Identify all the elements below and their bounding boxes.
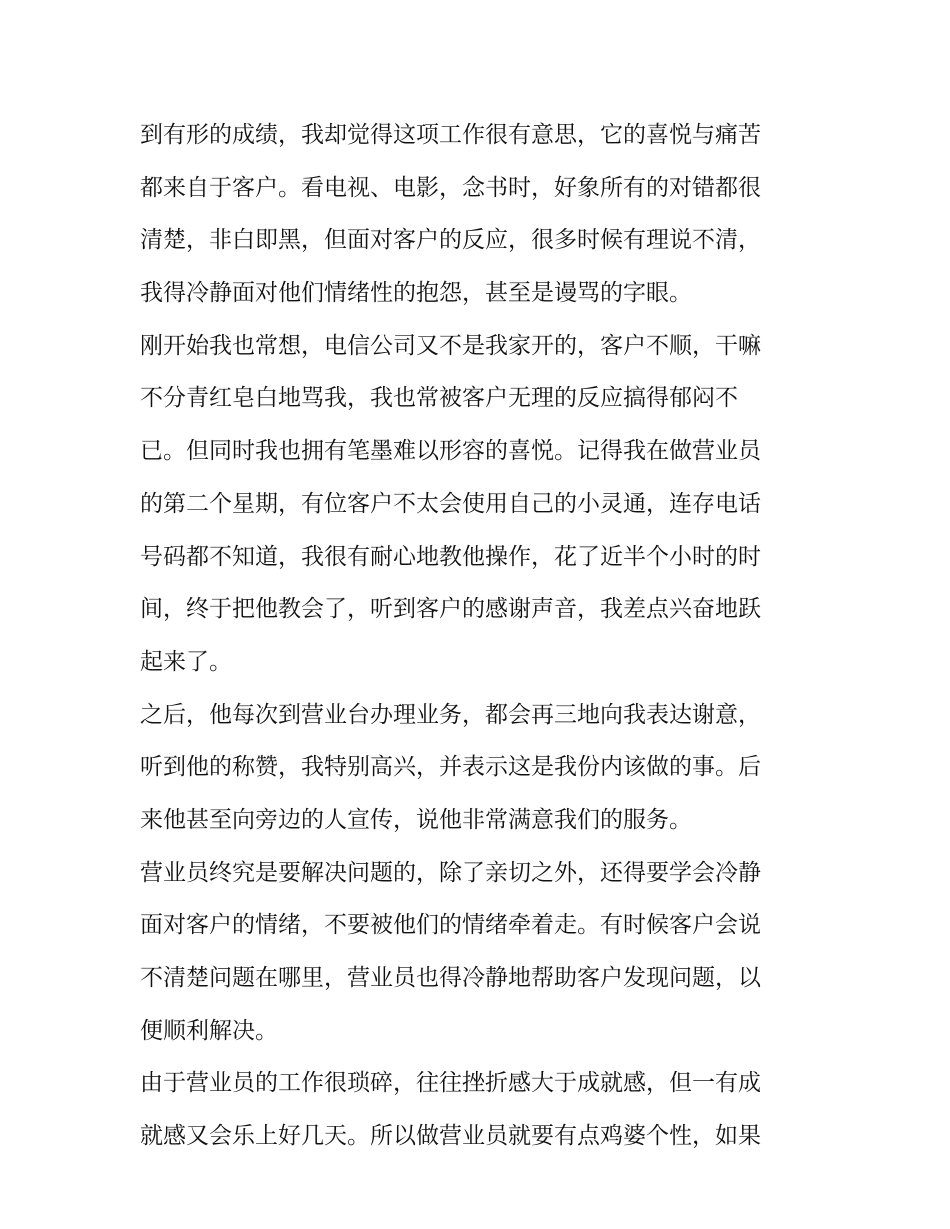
text-line: 听到他的称赞，我特别高兴，并表示这是我份内该做的事。后 (140, 754, 761, 781)
text-line: 号码都不知道，我很有耐心地教他操作，花了近半个小时的时 (140, 543, 761, 570)
text-line: 的第二个星期，有位客户不太会使用自己的小灵通，连存电话 (140, 490, 761, 517)
text-line: 不分青红皂白地骂我，我也常被客户无理的反应搞得郁闷不 (140, 385, 738, 412)
body-text (140, 109, 820, 1163)
text-line: 不清楚问题在哪里，营业员也得冷静地帮助客户发现问题，以 (140, 965, 761, 991)
text-line: 清楚，非白即黑，但面对客户的反应，很多时候有理说不清， (140, 227, 761, 254)
text-line: 由于营业员的工作很琐碎，往往挫折感大于成就感，但一有成 (140, 1070, 761, 1097)
text-line: 我得冷静面对他们情绪性的抱怨，甚至是谩骂的字眼。 (140, 280, 692, 307)
text-line: 面对客户的情绪，不要被他们的情绪牵着走。有时候客户会说 (140, 912, 761, 939)
text-line: 到有形的成绩，我却觉得这项工作很有意思，它的喜悦与痛苦 (140, 122, 761, 148)
text-line: 之后，他每次到营业台办理业务，都会再三地向我表达谢意， (140, 701, 761, 728)
text-line: 间，终于把他教会了，听到客户的感谢声音，我差点兴奋地跃 (140, 596, 761, 623)
text-line: 刚开始我也常想，电信公司又不是我家开的，客户不顺，干嘛 (140, 332, 761, 359)
text-line: 就感又会乐上好几天。所以做营业员就要有点鸡婆个性，如果 (140, 1123, 761, 1150)
text-line: 便顺利解决。 (140, 1017, 278, 1044)
text-line: 起来了。 (140, 648, 232, 675)
text-line: 已。但同时我也拥有笔墨难以形容的喜悦。记得我在做营业员 (140, 438, 761, 465)
text-line: 来他甚至向旁边的人宣传，说他非常满意我们的服务。 (140, 806, 692, 833)
text-line: 营业员终究是要解决问题的，除了亲切之外，还得要学会冷静 (140, 859, 761, 886)
text-line: 都来自于客户。看电视、电影，念书时，好象所有的对错都很 (140, 174, 761, 201)
